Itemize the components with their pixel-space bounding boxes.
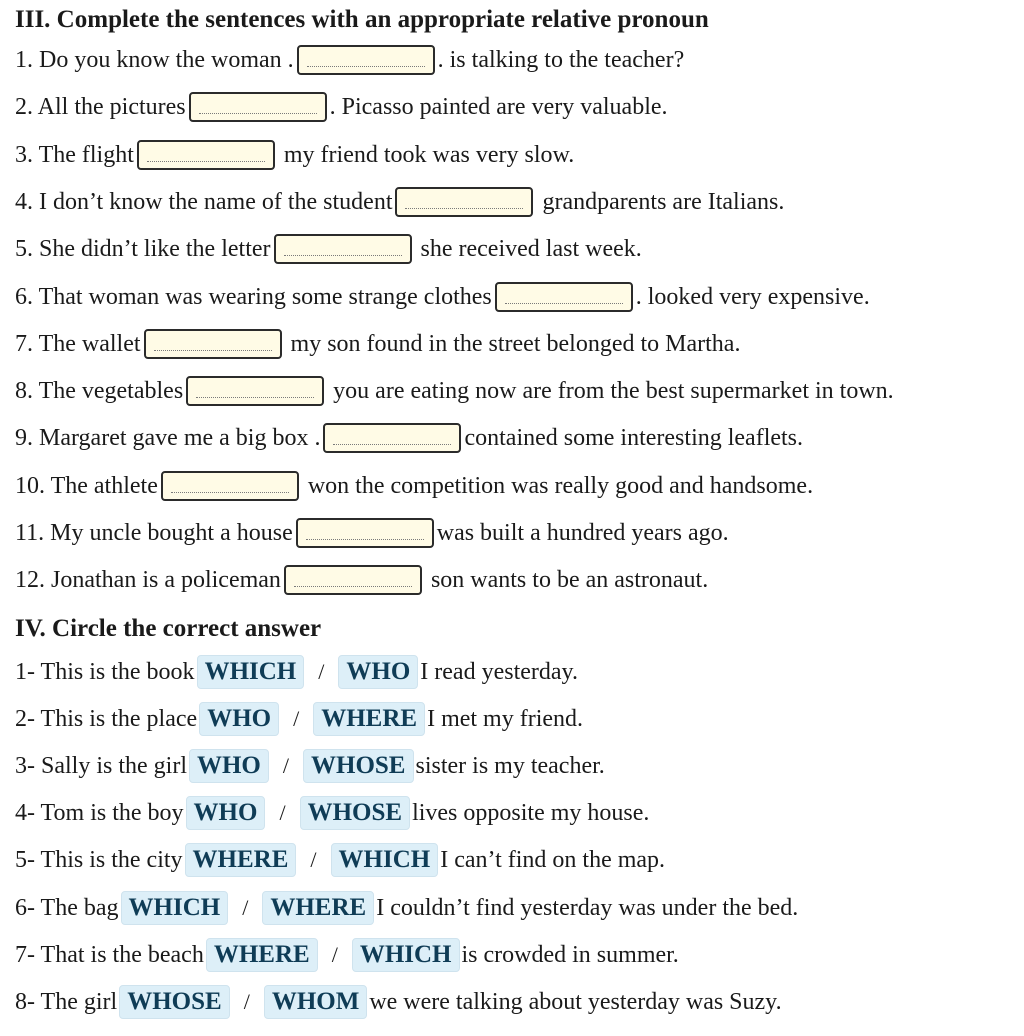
option-where[interactable]: WHERE — [185, 843, 297, 877]
sentence-end: son wants to be an astronaut. — [424, 567, 709, 593]
sentence-start: 1. Do you know the woman . — [15, 47, 294, 73]
section-4-title: IV. Circle the correct answer — [15, 615, 322, 642]
sentence-end: . Picasso painted are very valuable. — [329, 94, 668, 120]
sentence-end: I met my friend. — [427, 706, 584, 732]
sentence-start: 6. That woman was wearing some strange clothes — [15, 284, 492, 310]
fill-sentence-11 — [15, 518, 729, 548]
choice-sentence-6 — [15, 891, 798, 925]
option-where[interactable]: WHERE — [262, 891, 374, 925]
option-which[interactable]: WHICH — [121, 891, 229, 925]
option-separator: / — [331, 942, 338, 967]
answer-blank-12[interactable] — [284, 565, 422, 595]
option-whom[interactable]: WHOM — [264, 985, 368, 1019]
choice-sentence-4 — [15, 796, 649, 830]
option-separator: / — [242, 895, 249, 920]
sentence-start: 4- Tom is the boy — [15, 800, 184, 826]
answer-blank-3[interactable] — [137, 140, 275, 170]
option-separator: / — [243, 989, 250, 1014]
sentence-end: my friend took was very slow. — [277, 142, 575, 168]
fill-sentence-5 — [15, 234, 642, 264]
sentence-start: 2- This is the place — [15, 706, 198, 732]
option-where[interactable]: WHERE — [313, 702, 425, 736]
answer-blank-1[interactable] — [297, 45, 435, 75]
option-separator: / — [279, 800, 286, 825]
sentence-end: we were talking about yesterday was Suzy. — [369, 989, 782, 1015]
choice-sentence-2 — [15, 702, 583, 736]
fill-sentence-4 — [15, 187, 784, 217]
answer-blank-5[interactable] — [274, 234, 412, 264]
sentence-start: 8. The vegetables — [15, 378, 184, 404]
option-whose[interactable]: WHOSE — [119, 985, 229, 1019]
sentence-end: I read yesterday. — [420, 659, 578, 685]
sentence-start: 7. The wallet — [15, 331, 141, 357]
sentence-start: 11. My uncle bought a house — [15, 520, 293, 546]
sentence-end: you are eating now are from the best supermarket in town. — [327, 378, 894, 404]
sentence-end: . is talking to the teacher? — [437, 47, 685, 73]
choice-sentence-7 — [15, 938, 679, 972]
option-which[interactable]: WHICH — [331, 843, 439, 877]
answer-blank-2[interactable] — [189, 92, 327, 122]
option-which[interactable]: WHICH — [197, 655, 305, 689]
sentence-end: sister is my teacher. — [415, 753, 605, 779]
sentence-start: 2. All the pictures — [15, 94, 186, 120]
sentence-end: is crowded in summer. — [461, 942, 679, 968]
sentence-start: 7- That is the beach — [15, 942, 204, 968]
answer-blank-4[interactable] — [395, 187, 533, 217]
fill-sentence-2 — [15, 92, 668, 122]
option-who[interactable]: WHO — [338, 655, 418, 689]
option-who[interactable]: WHO — [186, 796, 266, 830]
sentence-start: 1- This is the book — [15, 659, 195, 685]
option-whose[interactable]: WHOSE — [300, 796, 410, 830]
sentence-end: she received last week. — [414, 236, 642, 262]
sentence-start: 12. Jonathan is a policeman — [15, 567, 281, 593]
option-separator: / — [318, 659, 325, 684]
sentence-start: 5- This is the city — [15, 847, 183, 873]
sentence-end: was built a hundred years ago. — [436, 520, 729, 546]
fill-sentence-7 — [15, 329, 740, 359]
option-where[interactable]: WHERE — [206, 938, 318, 972]
sentence-end: my son found in the street belonged to Martha. — [284, 331, 741, 357]
sentence-start: 6- The bag — [15, 895, 119, 921]
fill-sentence-3 — [15, 140, 574, 170]
sentence-end: won the competition was really good and handsome. — [301, 473, 814, 499]
sentence-start: 8- The girl — [15, 989, 118, 1015]
fill-sentence-8 — [15, 376, 894, 406]
answer-blank-10[interactable] — [161, 471, 299, 501]
sentence-start: 4. I don’t know the name of the student — [15, 189, 393, 215]
option-who[interactable]: WHO — [199, 702, 279, 736]
choice-sentence-8 — [15, 985, 782, 1019]
answer-blank-6[interactable] — [495, 282, 633, 312]
fill-sentence-12 — [15, 565, 708, 595]
answer-blank-11[interactable] — [296, 518, 434, 548]
sentence-start: 9. Margaret gave me a big box . — [15, 425, 321, 451]
sentence-end: grandparents are Italians. — [536, 189, 785, 215]
sentence-start: 10. The athlete — [15, 473, 158, 499]
sentence-end: contained some interesting leaflets. — [464, 425, 804, 451]
sentence-end: I can’t find on the map. — [440, 847, 666, 873]
fill-sentence-1 — [15, 45, 684, 75]
fill-sentence-6 — [15, 282, 870, 312]
sentence-end: . looked very expensive. — [635, 284, 870, 310]
option-which[interactable]: WHICH — [352, 938, 460, 972]
option-separator: / — [293, 706, 300, 731]
sentence-start: 3- Sally is the girl — [15, 753, 187, 779]
sentence-end: lives opposite my house. — [412, 800, 650, 826]
section-3-title: III. Complete the sentences with an appropriate relative pronoun — [15, 6, 709, 33]
answer-blank-9[interactable] — [323, 423, 461, 453]
fill-sentence-9 — [15, 423, 803, 453]
choice-sentence-3 — [15, 749, 605, 783]
option-separator: / — [282, 753, 290, 778]
fill-sentence-10 — [15, 471, 813, 501]
sentence-end: I couldn’t find yesterday was under the bed. — [376, 895, 799, 921]
sentence-start: 5. She didn’t like the letter — [15, 236, 271, 262]
choice-sentence-1 — [15, 655, 578, 689]
sentence-start: 3. The flight — [15, 142, 134, 168]
answer-blank-7[interactable] — [144, 329, 282, 359]
option-who[interactable]: WHO — [189, 749, 269, 783]
choice-sentence-5 — [15, 843, 665, 877]
option-whose[interactable]: WHOSE — [303, 749, 413, 783]
option-separator: / — [310, 847, 317, 872]
answer-blank-8[interactable] — [186, 376, 324, 406]
